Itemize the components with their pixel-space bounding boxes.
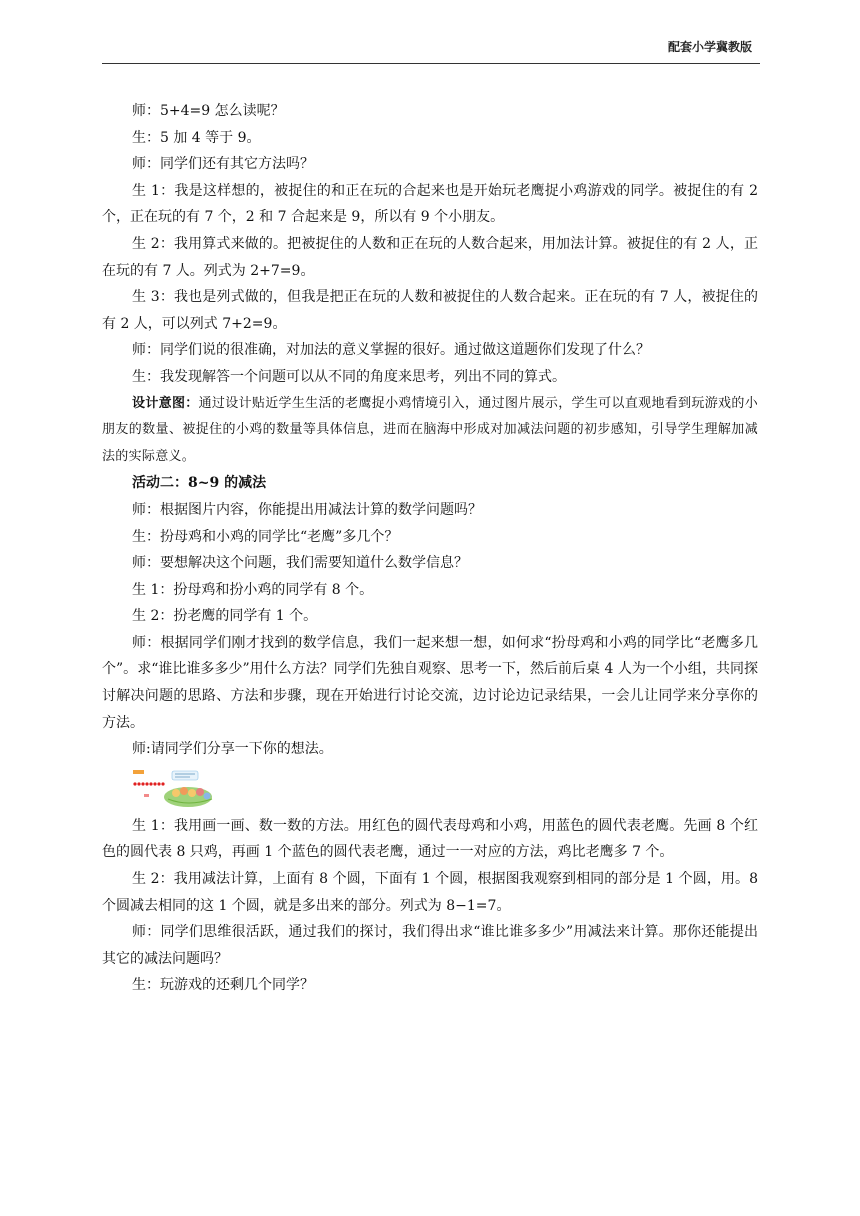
paragraph: 生 1：我是这样想的，被捉住的和正在玩的合起来也是开始玩老鹰捉小鸡游戏的同学。被捉住的有 2 个，正在玩的有 7 个，2 和 7 合起来是 9，所以有 9 个小朋友。: [102, 182, 758, 226]
design-intent: [102, 391, 758, 471]
textbook-illustration: [132, 769, 216, 809]
paragraph: 师:请同学们分享一下你的想法。: [132, 741, 333, 758]
paragraph: 生 2：我用算式来做的。把被捉住的人数和正在玩的人数合起来，用加法计算。被捉住的有 2 人，正在玩的有 7 人。列式为 2+7=9。: [102, 235, 758, 279]
design-intent-text: 通过设计贴近学生生活的老鹰捉小鸡情境引入，通过图片展示，学生可以直观地看到玩游戏的小朋友的数量、被捉住的小鸡的数量等具体信息，进而在脑海中形成对加减法问题的初步感知，引导学生理解加减法的实际意义。: [102, 395, 758, 464]
paragraph: 师：5+4=9 怎么读呢？: [132, 103, 285, 119]
paragraph: 师：同学们还有其它方法吗？: [132, 156, 314, 173]
header-rule: [102, 63, 760, 64]
paragraph: 师：同学们思维很活跃，通过我们的探讨，我们得出求“谁比谁多多少”用减法来计算。那你还能提出其它的减法问题吗？: [102, 924, 758, 967]
design-intent-label: 设计意图：: [132, 395, 199, 411]
paragraph: 生：扮母鸡和小鸡的同学比“老鹰”多几个？: [132, 528, 399, 545]
paragraph: 生 1：我用画一画、数一数的方法。用红色的圆代表母鸡和小鸡，用蓝色的圆代表老鹰。先画 8 个红色的圆代表 8 只鸡，再画 1 个蓝色的圆代表老鹰，通过一一对应的方法，鸡比老鹰多 7 个。: [102, 817, 758, 861]
paragraph: 生：我发现解答一个问题可以从不同的角度来思考，列出不同的算式。: [132, 368, 566, 385]
paragraph: 师：根据图片内容，你能提出用减法计算的数学问题吗？: [132, 501, 482, 518]
paragraph: 生 2：我用减法计算，上面有 8 个圆，下面有 1 个圆，根据图我观察到相同的部分是 1 个圆，用。8 个圆减去相同的这 1 个圆，就是多出来的部分。列式为 8−1=7。: [102, 871, 758, 914]
paragraph: 生：玩游戏的还剩几个同学？: [132, 977, 314, 994]
paragraph: 师：要想解决这个问题，我们需要知道什么数学信息？: [132, 555, 468, 572]
paragraph: 生 1：扮母鸡和扮小鸡的同学有 8 个。: [132, 581, 374, 598]
paragraph: 生 3：我也是列式做的，但我是把正在玩的人数和被捉住的人数合起来。正在玩的有 7 人，被捉住的有 2 人，可以列式 7+2=9。: [102, 289, 758, 332]
paragraph: 师：根据同学们刚才找到的数学信息，我们一起来想一想，如何求“扮母鸡和小鸡的同学比“老鹰多几个”。求“谁比谁多多少”用什么方法？同学们先独自观察、思考一下，然后前后桌 4 人为一个小组，共同探讨解决问题的思路、方法和步骤，现在开始进行讨论交流，边讨论边记录结果，一会儿让同学来分享你的方法。: [102, 634, 758, 731]
paragraph: 生：5 加 4 等于 9。: [132, 129, 261, 146]
paragraph: 师：同学们说的很准确，对加法的意义掌握的很好。通过做这道题你们发现了什么？: [132, 342, 650, 359]
illustration-image: [132, 769, 216, 809]
header-title: 配套小学冀教版: [667, 40, 752, 54]
paragraph: 生 2：扮老鹰的同学有 1 个。: [132, 608, 318, 625]
document-body: [102, 98, 758, 999]
activity-title: 活动二：8~9 的减法: [132, 475, 267, 492]
